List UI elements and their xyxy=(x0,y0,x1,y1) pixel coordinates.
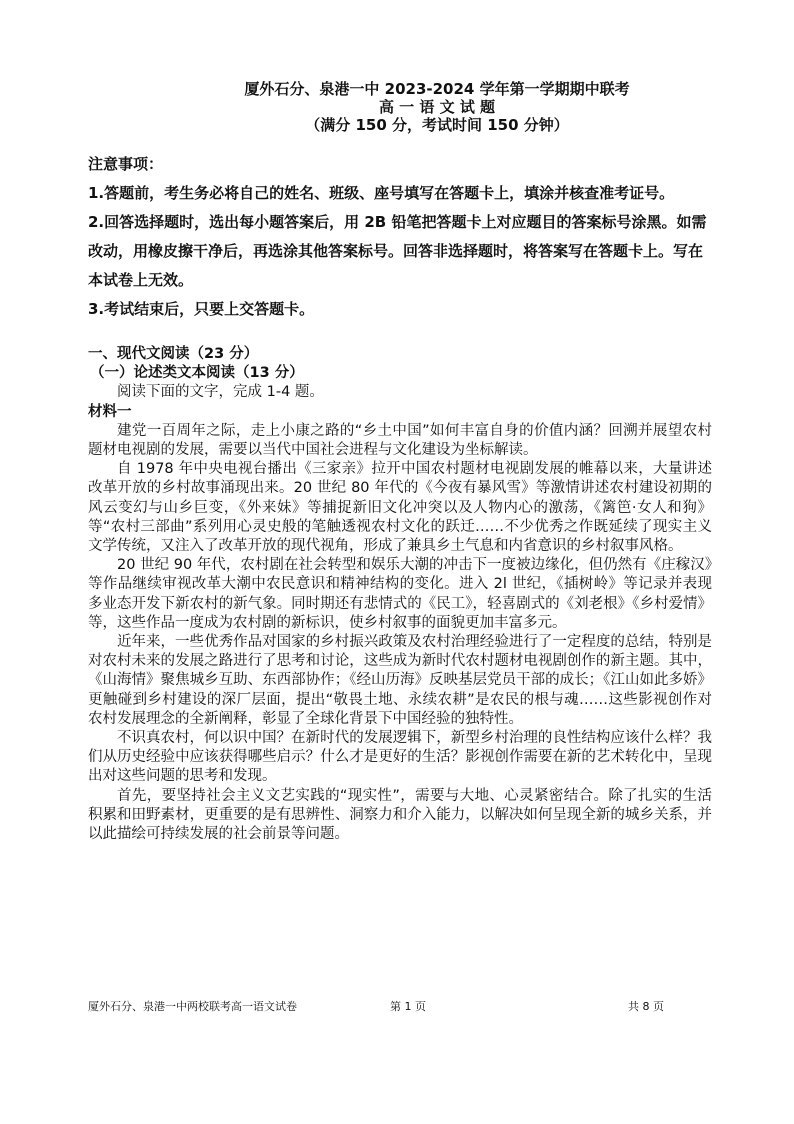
notice-section xyxy=(88,150,708,324)
notice-item-2: 2.回答选择题时，选出每小题答案后，用 2B 铅笔把答题卡上对应题目的答案标号涂黑。如需改动，用橡皮擦干净后，再选涂其他答案标号。回答非选择题时，将答案写在答题卡上。写在本试卷上无效。 xyxy=(88,213,707,289)
paragraph: 建党一百周年之际，走上小康之路的“乡土中国”如何丰富自身的价值内涵？回溯并展望农村题材电视剧的发展，需要以当代中国社会进程与文化建设为坐标解读。 xyxy=(88,422,712,459)
exam-info: （满分 150 分，考试时间 150 分钟） xyxy=(305,116,569,134)
footer-school: 厦外石分、泉港一中两校联考高一语文试卷 xyxy=(88,1000,297,1013)
exam-title: 厦外石分、泉港一中 2023-2024 学年第一学期期中联考 xyxy=(244,80,630,98)
subject-title: 高 一 语 文 试 题 xyxy=(378,98,496,116)
title-block xyxy=(0,80,794,134)
material-label: 材料一 xyxy=(88,403,132,420)
notice-item-1: 1.答题前，考生务必将自己的姓名、班级、座号填写在答题卡上，填涂并核查准考证号。 xyxy=(88,184,675,202)
footer-page-total: 共 8 页 xyxy=(628,1000,664,1013)
footer-page-number: 第 1 页 xyxy=(390,1000,426,1013)
paragraph: 20 世纪 90 年代，农村剧在社会转型和娱乐大潮的冲击下一度被边缘化，但仍然有《庄稼汉》等作品继续审视改革大潮中农民意识和精神结构的变化。进入 2l 世纪，《插树岭》等记录并表现多业态开发下新农村的新气象。同时期还有悲情式的《民工》，轻喜剧式的《刘老根》《乡村爱情》等，这些作品一度成为农村剧的新标识，使乡村叙事的面貌更加丰富多元。 xyxy=(88,557,712,631)
reading-section xyxy=(88,345,712,844)
section-subheading: （一）论述类文本阅读（13 分） xyxy=(90,365,304,382)
section-heading: 一、现代文阅读（23 分） xyxy=(88,346,259,362)
paragraph: 首先，要坚持社会主义文艺实践的“现实性”，需要与大地、心灵紧密结合。除了扎实的生活积累和田野素材，更重要的是有思辨性、洞察力和介入能力，以解决如何呈现全新的城乡关系，并以此描绘可持续发展的社会前景等问题。 xyxy=(88,787,712,843)
notice-item-3: 3.考试结束后，只要上交答题卡。 xyxy=(88,300,315,318)
paragraph: 不识真农村，何以识中国？在新时代的发展逻辑下，新型乡村治理的良性结构应该什么样？我们从历史经验中应该获得哪些启示？什么才是更好的生活？影视创作需要在新的艺术转化中，呈现出对这些问题的思考和发现。 xyxy=(88,730,712,785)
notice-heading: 注意事项： xyxy=(88,155,164,173)
paragraph: 自 1978 年中央电视台播出《三家亲》拉开中国农村题材电视剧发展的帷幕以来，大量讲述改革开放的乡村故事涌现出来。20 世纪 80 年代的《今夜有暴风雪》等激情讲述农村建设初期的风云变幻与山乡巨变，《外来妹》等捕捉新旧文化冲突以及人物内心的激荡，《篱笆·女人和狗》等“农村三部曲”系列用心灵史般的笔触透视农村文化的跃迁……不少优秀之作既延续了现实主义文学传统，又注入了改革开放的现代视角，形成了兼具乡土气息和内省意识的乡村叙事风格。 xyxy=(88,461,712,555)
paragraph: 近年来，一些优秀作品对国家的乡村振兴政策及农村治理经验进行了一定程度的总结，特别是对农村未来的发展之路进行了思考和讨论，这些成为新时代农村题材电视剧创作的新主题。其中，《山海情》聚焦城乡互助、东西部协作；《经山历海》反映基层党员干部的成长；《江山如此多娇》更触碰到乡村建设的深厂层面，提出“敬畏土地、永续农耕”是农民的根与魂……这些影视创作对农村发展理念的全新阐释，彰显了全球化背景下中国经验的独特性。 xyxy=(88,634,712,727)
reading-instruction: 阅读下面的文字，完成 1-4 题。 xyxy=(117,384,324,401)
